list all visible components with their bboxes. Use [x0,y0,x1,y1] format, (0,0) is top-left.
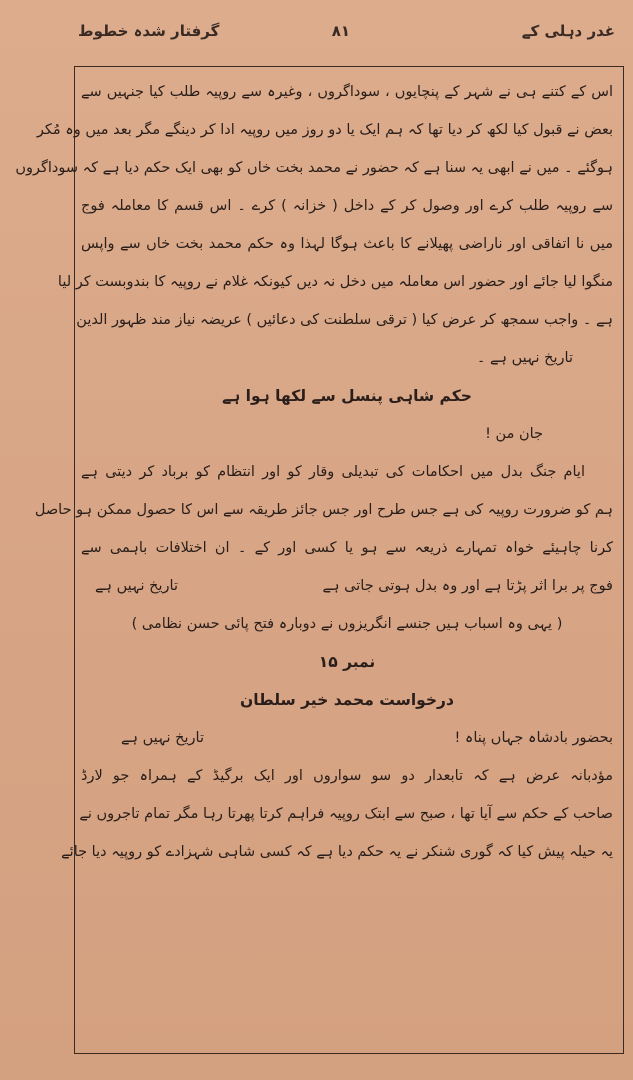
running-title-right: غدر دہلی کے [521,22,615,40]
text-line: کرنا چاہیئے خواہ تمہارے ذریعہ سے ہو یا کسی اور کے ۔ ان اختلافات باہمی سے [81,540,613,556]
text-line: صاحب کے حکم سے آیا تھا ، صبح سے ابتک روپیہ فراہم کرتا پھرتا رہا مگر تمام تاجروں نے [79,806,613,822]
text-frame [15,66,624,1054]
section-letter-1 [15,73,613,377]
date-note: تاریخ نہیں ہے [95,578,179,594]
document-number: نمبر ۱۵ [318,653,376,671]
text-line: اس کے کتنے ہی نے شہر کے پنچایوں ، سوداگروں ، وغیرہ سے روپیہ طلب کیا جنہیں سے [81,84,613,100]
section-petition [61,757,613,871]
text-line: منگوا لیا جائے اور حضور اس معاملہ میں دخل نہ دیں کیونکہ غلام نے روپیہ کا بندوبست کر لیا [57,274,613,290]
text-line: ہوگئے ۔ میں نے ابھی یہ سنا ہے کہ حضور نے محمد بخت خاں کو بھی ایک حکم دیا ہے کہ سوداگروں [15,160,613,176]
royal-order-heading: حکم شاہی پنسل سے لکھا ہوا ہے [222,387,472,405]
text-line-with-date [81,567,613,605]
running-title-left: گرفتار شدہ خطوط [78,22,220,40]
editor-footnote: ( یہی وہ اسباب ہیں جنسے انگریزوں نے دوبارہ فتح پائی حسن نظامی ) [131,616,563,632]
date-note: تاریخ نہیں ہے [121,730,205,746]
text-line: بعض نے قبول کیا لکھ کر دیا تھا کہ ہم ایک یا دو روز میں روپیہ ادا کر دینگے مگر بعد میں وہ مُکر [36,122,613,138]
page-header [78,18,615,48]
petition-heading: درخواست محمد خیر سلطان [240,691,454,709]
section-royal-order [34,453,613,643]
text-line: فوج پر برا اثر پڑتا ہے اور وہ بدل ہوتی جاتی ہے [322,578,613,594]
text-line: مؤدبانہ عرض ہے کہ تابعدار دو سو سواروں اور ایک برگیڈ کے ہمراہ جو لارڈ [81,768,613,784]
page-number: ۸۱ [331,22,350,40]
salutation: جان من ! [485,426,543,442]
text-line: میں نا اتفاقی اور ناراضی پھیلانے کا باعث ہوگا لہذا وہ حکم محمد بخت خاں سے واپس [81,236,613,252]
text-line: ایام جنگ بدل میں احکامات کی تبدیلی وقار کو اور انتظام کو برباد کر دیتی ہے [81,464,585,480]
text-line: سے روپیہ طلب کرے اور وصول کر کے داخل ( خزانہ ) کرے ۔ اس قسم کا معاملہ فوج [81,198,613,214]
salutation: بحضور بادشاہ جہاں پناہ ! [454,730,613,746]
salutation-row [81,719,613,757]
text-line: یہ حیلہ پیش کیا کہ گوری شنکر نے یہ حکم دیا ہے کہ کسی شاہی شہزادے کو روپیہ دیا جائے [61,844,613,860]
text-line: ہم کو ضرورت روپیہ کی ہے جس طرح اور جس جائز طریقہ سے اس کا حصول ممکن ہو حاصل [34,502,613,518]
text-line: ہے ۔ واجب سمجھ کر عرض کیا ( ترقی سلطنت کی دعائیں ) عریضہ نیاز مند ظہور الدین [76,312,613,328]
text-line: تاریخ نہیں ہے ۔ [476,350,573,366]
